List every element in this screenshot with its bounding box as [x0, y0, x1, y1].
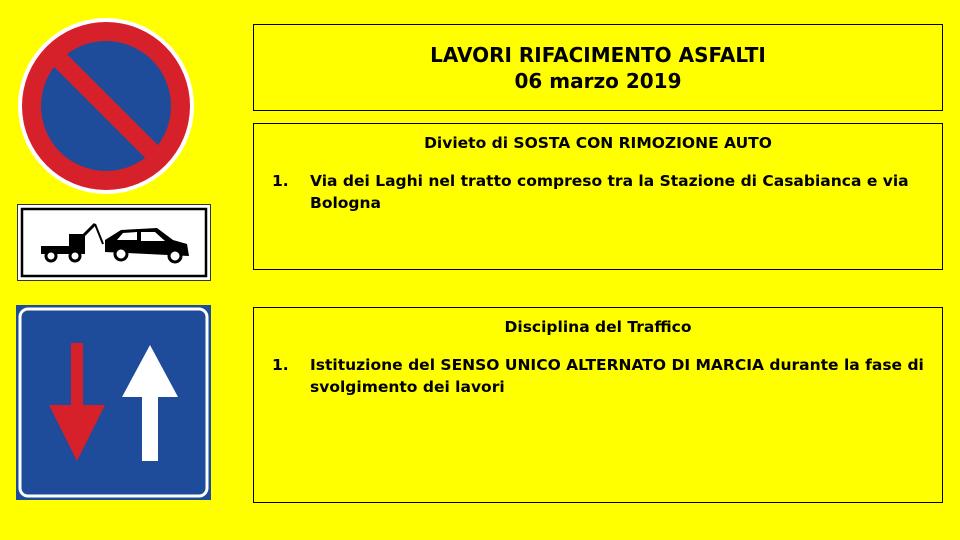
- list-item: [272, 170, 932, 214]
- parking-ban-panel: [253, 123, 943, 270]
- page-title: LAVORI RIFACIMENTO ASFALTI: [430, 42, 766, 67]
- priority-oncoming-traffic-icon: [16, 305, 211, 500]
- list-text: Via dei Laghi nel tratto compreso tra la Stazione di Casabianca e via Bologna: [310, 172, 909, 212]
- title-box: [253, 24, 943, 111]
- page-date: 06 marzo 2019: [514, 68, 682, 93]
- list-number: 1.: [272, 172, 289, 190]
- traffic-list: [272, 354, 932, 398]
- list-item: [272, 354, 932, 398]
- traffic-heading: Disciplina del Traffico: [504, 318, 692, 336]
- tow-away-icon: [17, 204, 211, 281]
- no-parking-icon: [14, 16, 198, 196]
- traffic-panel: [253, 307, 943, 503]
- parking-ban-heading: Divieto di SOSTA CON RIMOZIONE AUTO: [424, 134, 772, 152]
- list-text: Istituzione del SENSO UNICO ALTERNATO DI MARCIA durante la fase di svolgimento dei lavori: [310, 356, 924, 396]
- list-number: 1.: [272, 356, 289, 374]
- parking-ban-list: [272, 170, 932, 214]
